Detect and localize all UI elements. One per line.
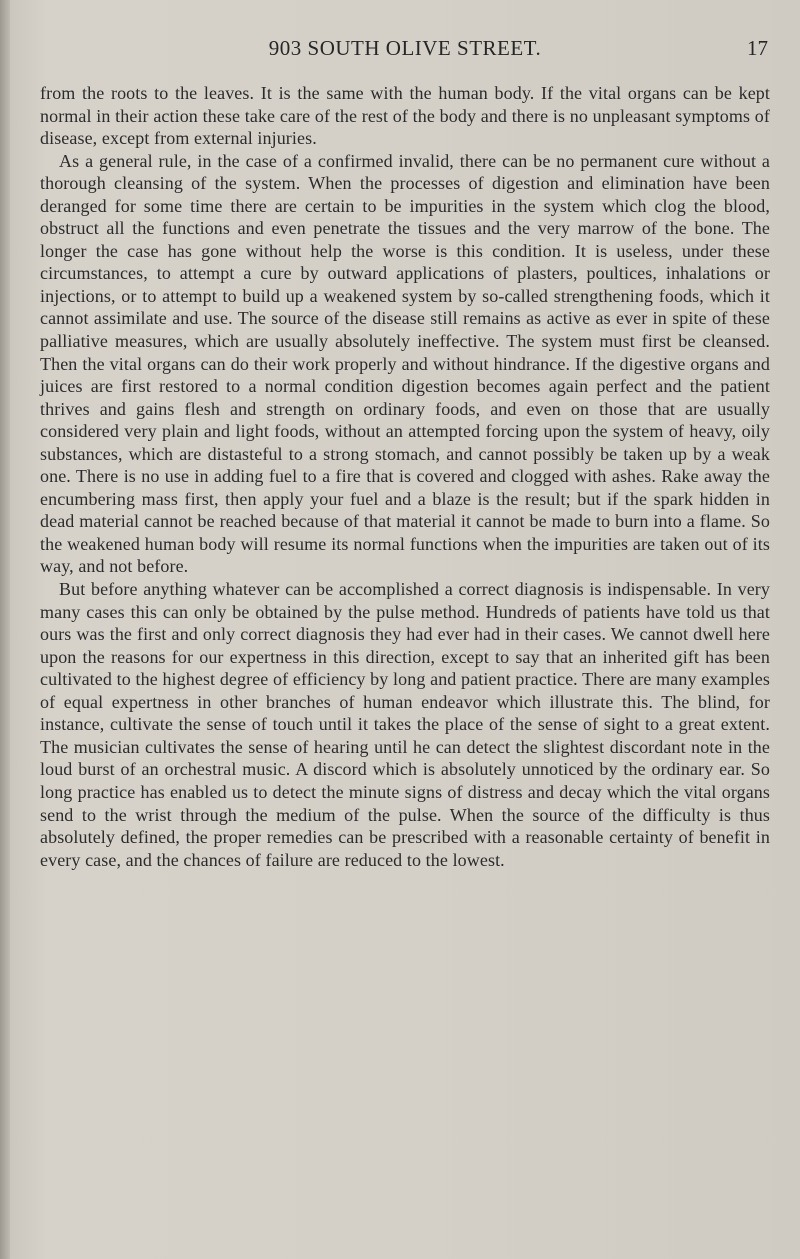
paragraph-diagnosis: But before anything whatever can be accomplished a correct diagnosis is indispensable. In very many cases this can only be obtained by the pulse method. Hundreds of patients have told us that ours was the first and only correct diagnosis they had ever had in their cases. We cannot dwell here upon the reasons for our expertness in this direction, except to say that an inherited gift has been cultivated to the highest degree of efficiency by long and patient practice. There are many examples of equal expertness in other branches of human endeavor which illustrate this. The blind, for instance, cultivate the sense of touch until it takes the place of the sense of sight to a great extent. The musician cultivates the sense of hearing until he can detect the slightest discordant note in the loud burst of an orchestral music. A discord which is absolutely unnoticed by the ordinary ear. So long practice has enabled us to detect the minute signs of distress and decay which the vital organs send to the wrist through the medium of the pulse. When the source of the difficulty is thus absolutely defined, the proper remedies can be prescribed with a reasonable certainty of benefit in every case, and the chances of failure are reduced to the lowest. — [40, 579, 770, 870]
body-text — [40, 82, 770, 871]
page-number: 17 — [747, 36, 768, 60]
paragraph-continuation: from the roots to the leaves. It is the same with the human body. If the vital organs can be kept normal in their action these take care of the rest of the body and there is no unpleasant symptoms of disease, except from external injuries. — [40, 83, 770, 149]
page-binding-edge — [0, 0, 10, 1259]
running-title: 903 SOUTH OLIVE STREET. — [268, 36, 542, 60]
running-header — [40, 36, 770, 66]
paragraph-cleansing: As a general rule, in the case of a confirmed invalid, there can be no permanent cure without a thorough cleansing of the system. When the processes of digestion and elimination have been deranged for some time there are certain to be impurities in the system which clog the blood, obstruct all the functions and even penetrate the tissues and the very marrow of the bone. The longer the case has gone without help the worse is this condition. It is useless, under these circumstances, to attempt a cure by outward applications of plasters, poultices, inhalations or injections, or to attempt to build up a weakened system by so-called strengthening foods, which it cannot assimilate and use. The source of the disease still remains as active as ever in spite of these palliative measures, which are usually absolutely ineffective. The system must first be cleansed. Then the vital organs can do their work properly and without hindrance. If the digestive organs and juices are first restored to a normal condition digestion becomes again perfect and the patient thrives and gains flesh and strength on ordinary foods, and even on those that are usually considered very plain and light foods, without an attempted forcing upon the system of heavy, oily substances, which are distasteful to a strong stomach, and cannot possibly be taken up by a weak one. There is no use in adding fuel to a fire that is covered and clogged with ashes. Rake away the encumbering mass first, then apply your fuel and a blaze is the result; but if the spark hidden in dead material cannot be reached because of that material it cannot be made to burn into a flame. So the weakened human body will resume its normal functions when the impurities are taken out of its way, and not before. — [40, 150, 770, 577]
